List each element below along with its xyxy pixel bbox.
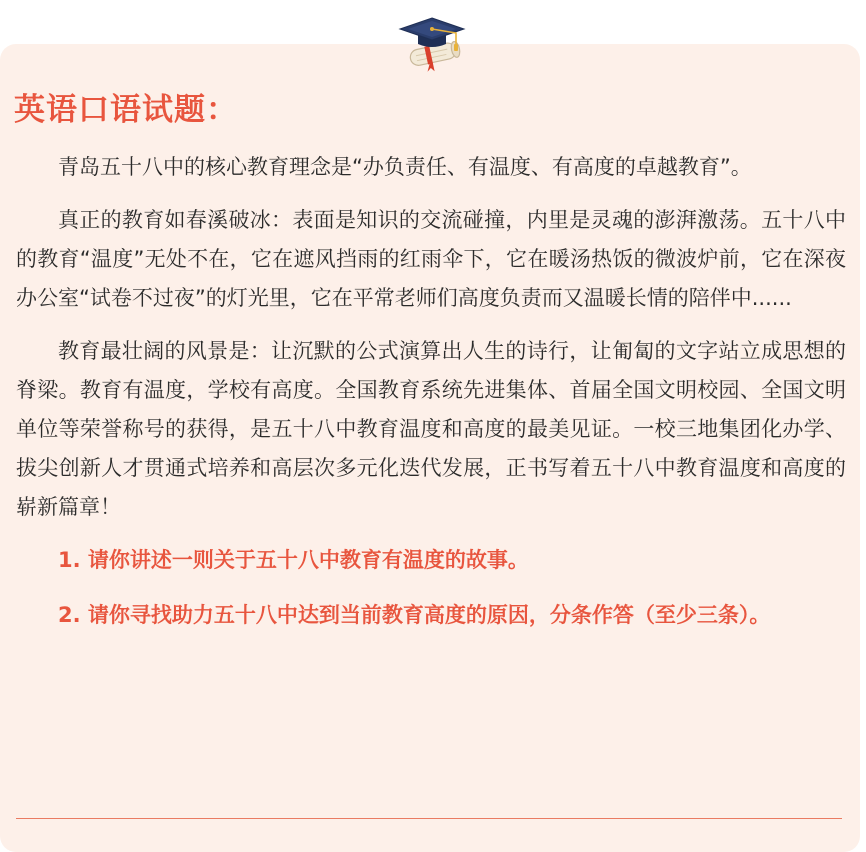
question-1: 1. 请你讲述一则关于五十八中教育有温度的故事。 (58, 548, 529, 572)
paragraph-education-warmth: 真正的教育如春溪破冰：表面是知识的交流碰撞，内里是灵魂的澎湃激荡。五十八中的教育“温度”无处不在，它在遮风挡雨的红雨伞下，它在暖汤热饭的微波炉前，它在深夜办公室“试卷不过夜”的灯光里，它在平常老师们高度负责而又温暖长情的陪伴中...... (16, 208, 846, 310)
paragraph-education-height: 教育最壮阔的风景是：让沉默的公式演算出人生的诗行，让匍匐的文字站立成思想的脊梁。教育有温度，学校有高度。全国教育系统先进集体、首届全国文明校园、全国文明单位等荣誉称号的获得，是五十八中教育温度和高度的最美见证。一校三地集团化办学、拔尖创新人才贯通式培养和高层次多元化迭代发展，正书写着五十八中教育温度和高度的崭新篇章！ (16, 339, 846, 519)
article-body (16, 148, 846, 651)
graduation-cap-diploma-icon (396, 12, 468, 72)
question-2: 2. 请你寻找助力五十八中达到当前教育高度的原因，分条作答（至少三条）。 (58, 603, 771, 627)
paragraph-core-philosophy: 青岛五十八中的核心教育理念是“办负责任、有温度、有高度的卓越教育”。 (58, 155, 752, 179)
page-title: 英语口语试题： (14, 92, 238, 128)
bottom-divider (16, 818, 842, 819)
